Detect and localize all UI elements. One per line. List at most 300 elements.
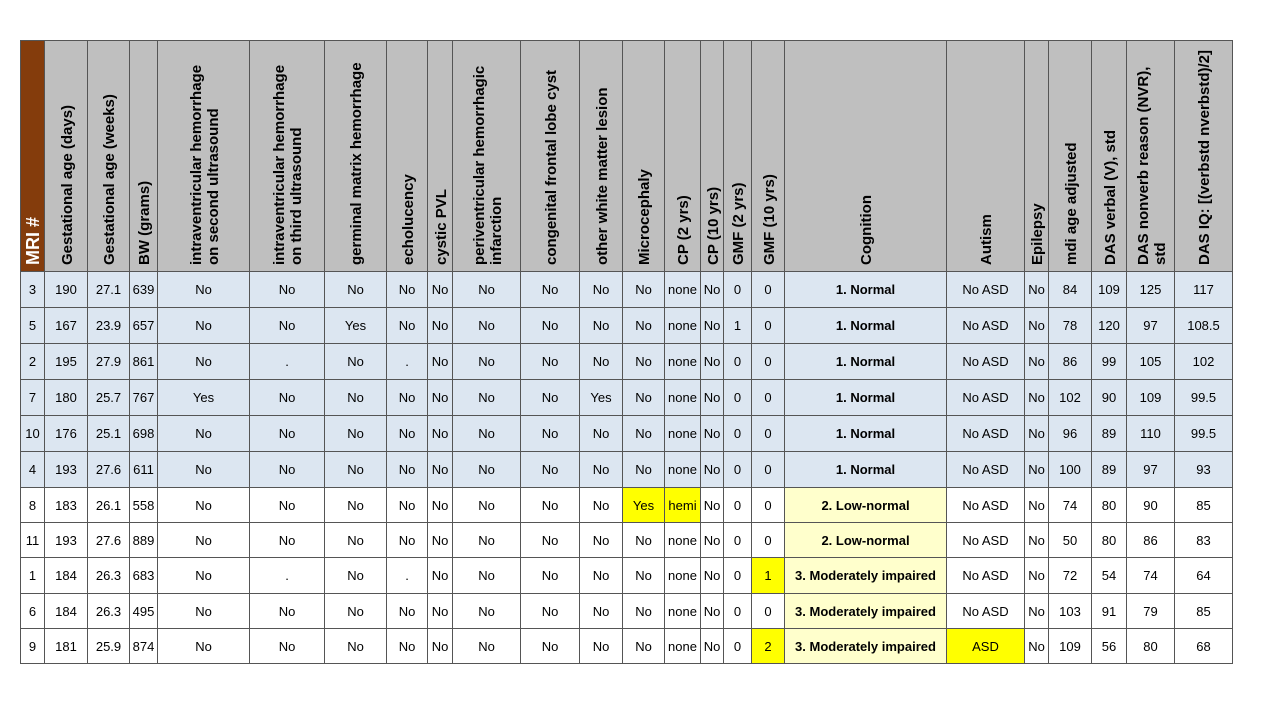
header-phi <box>452 40 521 272</box>
cell-gmf2: 0 <box>723 487 752 523</box>
cell-mri: 8 <box>20 487 45 523</box>
header-cognition <box>784 40 947 272</box>
header-ivh2 <box>157 40 250 272</box>
cell-ivh3: . <box>249 557 325 594</box>
header-frontal-cyst <box>520 40 580 272</box>
cell-cp2: none <box>664 379 701 416</box>
cell-mdi: 74 <box>1048 487 1092 523</box>
cell-gmh: No <box>324 487 387 523</box>
cell-wm-lesion: No <box>579 271 623 308</box>
cell-ga-weeks: 25.7 <box>87 379 130 416</box>
cell-microcephaly: No <box>622 415 665 452</box>
cell-gmf2: 0 <box>723 522 752 558</box>
cell-epilepsy: No <box>1024 628 1049 664</box>
cell-cp2: none <box>664 415 701 452</box>
cell-frontal-cyst: No <box>520 593 580 629</box>
header-label: Cognition <box>858 195 875 265</box>
cell-phi: No <box>452 415 521 452</box>
cell-cystic-pvl: No <box>427 451 453 488</box>
cell-frontal-cyst: No <box>520 343 580 380</box>
cell-ga-weeks: 27.6 <box>87 451 130 488</box>
header-autism <box>946 40 1025 272</box>
cell-cystic-pvl: No <box>427 593 453 629</box>
cell-phi: No <box>452 557 521 594</box>
cell-cp2: none <box>664 343 701 380</box>
cell-cognition: 1. Normal <box>784 451 947 488</box>
cell-cp2: none <box>664 307 701 344</box>
header-label: GMF (10 yrs) <box>761 174 778 265</box>
cell-frontal-cyst: No <box>520 415 580 452</box>
cell-autism: No ASD <box>946 415 1025 452</box>
cell-epilepsy: No <box>1024 307 1049 344</box>
header-bw <box>129 40 158 272</box>
cell-echolucency: No <box>386 307 428 344</box>
cell-das-iq: 99.5 <box>1174 379 1233 416</box>
cell-das-verbal: 120 <box>1091 307 1127 344</box>
cell-cp10: No <box>700 415 724 452</box>
cell-das-verbal: 90 <box>1091 379 1127 416</box>
cell-gmh: No <box>324 343 387 380</box>
cell-microcephaly: Yes <box>622 487 665 523</box>
cell-cp2: none <box>664 522 701 558</box>
cell-mri: 1 <box>20 557 45 594</box>
cell-wm-lesion: No <box>579 307 623 344</box>
cell-frontal-cyst: No <box>520 307 580 344</box>
cell-mri: 11 <box>20 522 45 558</box>
cell-cp10: No <box>700 522 724 558</box>
cell-phi: No <box>452 451 521 488</box>
cell-wm-lesion: Yes <box>579 379 623 416</box>
cell-cystic-pvl: No <box>427 415 453 452</box>
cell-echolucency: No <box>386 415 428 452</box>
header-ivh3 <box>249 40 325 272</box>
cell-epilepsy: No <box>1024 522 1049 558</box>
cell-wm-lesion: No <box>579 487 623 523</box>
cell-cp2: hemi <box>664 487 701 523</box>
cell-microcephaly: No <box>622 343 665 380</box>
cell-gmf10: 0 <box>751 487 785 523</box>
cell-autism: No ASD <box>946 451 1025 488</box>
cell-das-iq: 83 <box>1174 522 1233 558</box>
cell-gmh: No <box>324 522 387 558</box>
cell-ga-days: 184 <box>44 593 88 629</box>
cell-gmf2: 0 <box>723 557 752 594</box>
cell-cystic-pvl: No <box>427 522 453 558</box>
cell-das-verbal: 109 <box>1091 271 1127 308</box>
cell-wm-lesion: No <box>579 522 623 558</box>
cell-ivh3: No <box>249 271 325 308</box>
cell-ivh2: No <box>157 557 250 594</box>
cell-mdi: 96 <box>1048 415 1092 452</box>
cell-frontal-cyst: No <box>520 271 580 308</box>
header-label: other white matter lesion <box>594 87 611 265</box>
cell-gmh: No <box>324 557 387 594</box>
header-echolucency <box>386 40 428 272</box>
cell-das-iq: 102 <box>1174 343 1233 380</box>
cell-cp10: No <box>700 271 724 308</box>
cell-autism: No ASD <box>946 557 1025 594</box>
cell-phi: No <box>452 307 521 344</box>
cell-mri: 7 <box>20 379 45 416</box>
cell-cp2: none <box>664 271 701 308</box>
header-cystic-pvl <box>427 40 453 272</box>
cell-gmh: No <box>324 628 387 664</box>
header-das-nvr <box>1126 40 1175 272</box>
cell-das-nvr: 79 <box>1126 593 1175 629</box>
cell-ga-weeks: 26.1 <box>87 487 130 523</box>
cell-phi: No <box>452 628 521 664</box>
cell-autism: No ASD <box>946 522 1025 558</box>
header-label: CP (2 yrs) <box>675 195 692 265</box>
cell-cystic-pvl: No <box>427 628 453 664</box>
cell-das-verbal: 99 <box>1091 343 1127 380</box>
cell-echolucency: No <box>386 451 428 488</box>
cell-ivh3: No <box>249 415 325 452</box>
cell-ga-weeks: 27.6 <box>87 522 130 558</box>
cell-frontal-cyst: No <box>520 487 580 523</box>
cell-ivh2: No <box>157 593 250 629</box>
cell-gmf2: 0 <box>723 271 752 308</box>
cell-cognition: 3. Moderately impaired <box>784 593 947 629</box>
header-mri <box>20 40 45 272</box>
cell-mdi: 102 <box>1048 379 1092 416</box>
cell-ivh2: No <box>157 307 250 344</box>
cell-ivh2: No <box>157 522 250 558</box>
cell-gmh: No <box>324 593 387 629</box>
cell-epilepsy: No <box>1024 415 1049 452</box>
cell-ga-days: 176 <box>44 415 88 452</box>
cell-gmf10: 0 <box>751 451 785 488</box>
cell-autism: No ASD <box>946 593 1025 629</box>
cell-gmf10: 0 <box>751 522 785 558</box>
cell-bw: 861 <box>129 343 158 380</box>
cell-gmf2: 0 <box>723 415 752 452</box>
header-gmh <box>324 40 387 272</box>
cell-ga-days: 183 <box>44 487 88 523</box>
cell-ivh3: No <box>249 379 325 416</box>
cell-das-iq: 68 <box>1174 628 1233 664</box>
cell-cp10: No <box>700 451 724 488</box>
cell-das-verbal: 91 <box>1091 593 1127 629</box>
header-das-verbal <box>1091 40 1127 272</box>
cell-bw: 767 <box>129 379 158 416</box>
cell-cystic-pvl: No <box>427 307 453 344</box>
cell-ivh3: No <box>249 593 325 629</box>
cell-das-nvr: 90 <box>1126 487 1175 523</box>
cell-cp10: No <box>700 487 724 523</box>
cell-wm-lesion: No <box>579 451 623 488</box>
cell-das-nvr: 97 <box>1126 307 1175 344</box>
header-ga-days <box>44 40 88 272</box>
cell-epilepsy: No <box>1024 451 1049 488</box>
header-microcephaly <box>622 40 665 272</box>
cell-phi: No <box>452 271 521 308</box>
header-label: intraventricular hemorrhage on third ultrasound <box>271 64 305 265</box>
cell-ivh2: No <box>157 271 250 308</box>
cell-epilepsy: No <box>1024 379 1049 416</box>
header-epilepsy <box>1024 40 1049 272</box>
cell-gmf2: 1 <box>723 307 752 344</box>
cell-cognition: 2. Low-normal <box>784 487 947 523</box>
cell-frontal-cyst: No <box>520 451 580 488</box>
cell-epilepsy: No <box>1024 271 1049 308</box>
header-das-iq <box>1174 40 1233 272</box>
cell-cognition: 1. Normal <box>784 379 947 416</box>
header-label: BW (grams) <box>136 180 153 265</box>
cell-ga-weeks: 25.1 <box>87 415 130 452</box>
cell-gmh: No <box>324 415 387 452</box>
cell-echolucency: . <box>386 557 428 594</box>
cell-ga-weeks: 25.9 <box>87 628 130 664</box>
cell-das-nvr: 86 <box>1126 522 1175 558</box>
cell-autism: ASD <box>946 628 1025 664</box>
cell-echolucency: No <box>386 271 428 308</box>
cell-ga-weeks: 26.3 <box>87 557 130 594</box>
cell-mri: 10 <box>20 415 45 452</box>
header-label: CP (10 yrs) <box>705 186 722 265</box>
header-label: Gestational age (weeks) <box>101 94 118 265</box>
cell-mdi: 50 <box>1048 522 1092 558</box>
cell-cystic-pvl: No <box>427 271 453 308</box>
cell-bw: 683 <box>129 557 158 594</box>
cell-epilepsy: No <box>1024 557 1049 594</box>
cell-ivh3: No <box>249 307 325 344</box>
cell-mri: 2 <box>20 343 45 380</box>
cell-das-nvr: 105 <box>1126 343 1175 380</box>
cell-das-nvr: 110 <box>1126 415 1175 452</box>
header-cp10 <box>700 40 724 272</box>
cell-ivh2: No <box>157 451 250 488</box>
cell-microcephaly: No <box>622 307 665 344</box>
header-label: echolucency <box>400 174 417 265</box>
cell-cp10: No <box>700 379 724 416</box>
cell-frontal-cyst: No <box>520 379 580 416</box>
cell-cp10: No <box>700 307 724 344</box>
cell-echolucency: No <box>386 628 428 664</box>
cell-bw: 495 <box>129 593 158 629</box>
cell-gmf2: 0 <box>723 451 752 488</box>
cell-bw: 558 <box>129 487 158 523</box>
cell-gmh: No <box>324 271 387 308</box>
cell-ga-days: 180 <box>44 379 88 416</box>
cell-autism: No ASD <box>946 307 1025 344</box>
cell-frontal-cyst: No <box>520 522 580 558</box>
cell-ga-weeks: 27.1 <box>87 271 130 308</box>
cell-das-verbal: 89 <box>1091 451 1127 488</box>
header-label: Gestational age (days) <box>59 104 76 265</box>
cell-phi: No <box>452 522 521 558</box>
cell-das-verbal: 89 <box>1091 415 1127 452</box>
cell-das-verbal: 80 <box>1091 487 1127 523</box>
header-label: congenital frontal lobe cyst <box>543 69 560 265</box>
cell-mri: 9 <box>20 628 45 664</box>
cell-cystic-pvl: No <box>427 343 453 380</box>
cell-ga-weeks: 27.9 <box>87 343 130 380</box>
cell-ivh3: No <box>249 487 325 523</box>
cell-microcephaly: No <box>622 593 665 629</box>
cell-ga-days: 184 <box>44 557 88 594</box>
cell-ga-days: 167 <box>44 307 88 344</box>
cell-autism: No ASD <box>946 379 1025 416</box>
cell-bw: 889 <box>129 522 158 558</box>
cell-mdi: 103 <box>1048 593 1092 629</box>
cell-ivh3: No <box>249 522 325 558</box>
cell-gmf10: 0 <box>751 307 785 344</box>
cell-gmh: No <box>324 379 387 416</box>
cell-bw: 611 <box>129 451 158 488</box>
cell-phi: No <box>452 379 521 416</box>
cell-gmf2: 0 <box>723 379 752 416</box>
header-label: MRI # <box>23 216 43 265</box>
cell-mdi: 100 <box>1048 451 1092 488</box>
cell-das-iq: 85 <box>1174 487 1233 523</box>
cell-das-iq: 85 <box>1174 593 1233 629</box>
header-mdi <box>1048 40 1092 272</box>
cell-cp2: none <box>664 451 701 488</box>
header-gmf10 <box>751 40 785 272</box>
cell-das-verbal: 54 <box>1091 557 1127 594</box>
cell-epilepsy: No <box>1024 593 1049 629</box>
cell-epilepsy: No <box>1024 343 1049 380</box>
cell-mri: 5 <box>20 307 45 344</box>
cell-echolucency: . <box>386 343 428 380</box>
cell-cognition: 1. Normal <box>784 415 947 452</box>
header-label: intraventricular hemorrhage on second ultrasound <box>188 64 222 265</box>
cell-mdi: 109 <box>1048 628 1092 664</box>
cell-cp10: No <box>700 593 724 629</box>
cell-gmh: Yes <box>324 307 387 344</box>
cell-wm-lesion: No <box>579 593 623 629</box>
cell-das-nvr: 80 <box>1126 628 1175 664</box>
cell-cp10: No <box>700 557 724 594</box>
cell-cognition: 3. Moderately impaired <box>784 557 947 594</box>
cell-microcephaly: No <box>622 628 665 664</box>
cell-mdi: 84 <box>1048 271 1092 308</box>
cell-gmf10: 2 <box>751 628 785 664</box>
cell-wm-lesion: No <box>579 415 623 452</box>
cell-wm-lesion: No <box>579 557 623 594</box>
cell-ivh2: No <box>157 415 250 452</box>
cell-mri: 6 <box>20 593 45 629</box>
cell-das-nvr: 125 <box>1126 271 1175 308</box>
cell-ivh2: No <box>157 628 250 664</box>
header-label: germinal matrix hemorrhage <box>348 62 365 265</box>
cell-gmf2: 0 <box>723 628 752 664</box>
cell-cognition: 2. Low-normal <box>784 522 947 558</box>
cell-bw: 639 <box>129 271 158 308</box>
cell-das-iq: 108.5 <box>1174 307 1233 344</box>
cell-mri: 3 <box>20 271 45 308</box>
cell-microcephaly: No <box>622 451 665 488</box>
cell-echolucency: No <box>386 593 428 629</box>
cell-das-verbal: 80 <box>1091 522 1127 558</box>
cell-cp2: none <box>664 628 701 664</box>
cell-cp10: No <box>700 343 724 380</box>
cell-microcephaly: No <box>622 379 665 416</box>
cell-cystic-pvl: No <box>427 557 453 594</box>
cell-gmf10: 0 <box>751 593 785 629</box>
cell-ivh3: No <box>249 628 325 664</box>
cell-mdi: 72 <box>1048 557 1092 594</box>
cell-microcephaly: No <box>622 271 665 308</box>
header-label: Microcephaly <box>636 169 653 265</box>
cell-bw: 657 <box>129 307 158 344</box>
cell-cystic-pvl: No <box>427 487 453 523</box>
cell-ga-days: 190 <box>44 271 88 308</box>
cell-cognition: 1. Normal <box>784 307 947 344</box>
header-wm-lesion <box>579 40 623 272</box>
header-label: mdi age adjusted <box>1063 142 1080 265</box>
cell-das-iq: 117 <box>1174 271 1233 308</box>
cell-ivh2: Yes <box>157 379 250 416</box>
cell-gmf10: 0 <box>751 343 785 380</box>
cell-cognition: 3. Moderately impaired <box>784 628 947 664</box>
cell-das-iq: 99.5 <box>1174 415 1233 452</box>
cell-ivh2: No <box>157 343 250 380</box>
cell-ga-weeks: 23.9 <box>87 307 130 344</box>
cell-ga-days: 181 <box>44 628 88 664</box>
header-label: DAS IQ: [(verbstd nverbstd)/2] <box>1196 49 1213 265</box>
cell-phi: No <box>452 593 521 629</box>
cell-das-nvr: 74 <box>1126 557 1175 594</box>
cell-cystic-pvl: No <box>427 379 453 416</box>
cell-echolucency: No <box>386 379 428 416</box>
header-label: DAS nonverb reason (NVR), std <box>1135 66 1169 265</box>
cell-phi: No <box>452 343 521 380</box>
cell-microcephaly: No <box>622 522 665 558</box>
header-ga-weeks <box>87 40 130 272</box>
cell-frontal-cyst: No <box>520 628 580 664</box>
cell-das-iq: 93 <box>1174 451 1233 488</box>
cell-gmf2: 0 <box>723 593 752 629</box>
cell-cp2: none <box>664 557 701 594</box>
header-label: Epilepsy <box>1029 203 1046 265</box>
cell-bw: 698 <box>129 415 158 452</box>
cell-das-nvr: 109 <box>1126 379 1175 416</box>
header-gmf2 <box>723 40 752 272</box>
cell-cognition: 1. Normal <box>784 343 947 380</box>
header-label: GMF (2 yrs) <box>730 182 747 265</box>
cell-echolucency: No <box>386 522 428 558</box>
header-cp2 <box>664 40 701 272</box>
cell-bw: 874 <box>129 628 158 664</box>
cell-gmf10: 0 <box>751 415 785 452</box>
cell-autism: No ASD <box>946 343 1025 380</box>
cell-epilepsy: No <box>1024 487 1049 523</box>
header-label: Autism <box>978 214 995 265</box>
cell-ga-weeks: 26.3 <box>87 593 130 629</box>
cell-gmh: No <box>324 451 387 488</box>
cell-mdi: 78 <box>1048 307 1092 344</box>
cell-cognition: 1. Normal <box>784 271 947 308</box>
cell-gmf10: 1 <box>751 557 785 594</box>
cell-cp2: none <box>664 593 701 629</box>
cell-phi: No <box>452 487 521 523</box>
cell-das-nvr: 97 <box>1126 451 1175 488</box>
cell-wm-lesion: No <box>579 343 623 380</box>
cell-das-verbal: 56 <box>1091 628 1127 664</box>
cell-autism: No ASD <box>946 487 1025 523</box>
cell-ga-days: 193 <box>44 451 88 488</box>
header-label: DAS verbal (V), std <box>1102 129 1119 265</box>
cell-ivh3: No <box>249 451 325 488</box>
cell-ivh3: . <box>249 343 325 380</box>
cell-ga-days: 195 <box>44 343 88 380</box>
cell-gmf10: 0 <box>751 271 785 308</box>
header-label: periventricular hemorrhagic infarction <box>471 65 505 265</box>
cell-wm-lesion: No <box>579 628 623 664</box>
cell-echolucency: No <box>386 487 428 523</box>
